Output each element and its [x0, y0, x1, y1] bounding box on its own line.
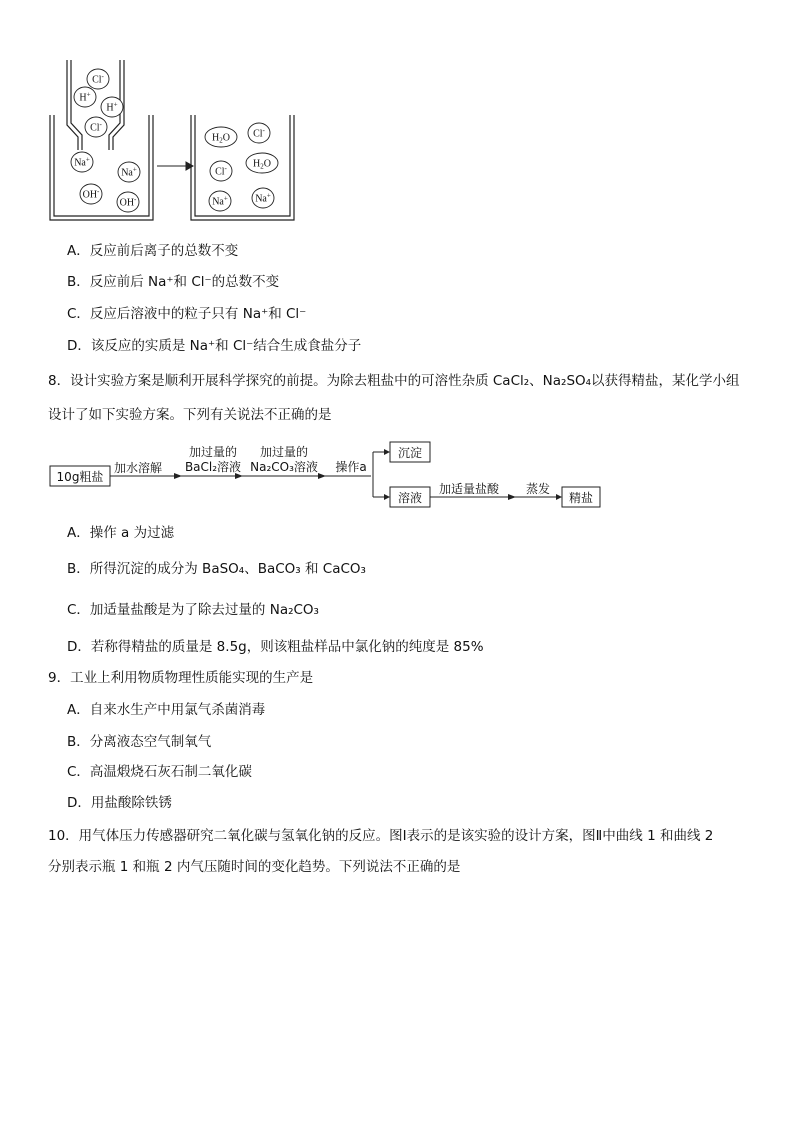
svg-text:Cl-: Cl- — [215, 164, 227, 178]
q8-flowchart — [46, 438, 608, 512]
left-ion-3 — [85, 117, 107, 137]
q8-option-b: B．所得沉淀的成分为 BaSO₄、BaCO₃ 和 CaCO₃ — [67, 561, 366, 577]
svg-text:Na+: Na+ — [255, 191, 271, 205]
right-ion-2 — [210, 161, 232, 181]
svg-text:H2O: $H_2O$ — [212, 132, 230, 145]
svg-text:OH-: OH- — [82, 187, 100, 201]
q9-option-a: A．自来水生产中用氯气杀菌消毒 — [67, 702, 266, 718]
svg-text:Cl-: Cl- — [92, 72, 104, 86]
q7-option-a: A．反应前后离子的总数不变 — [67, 243, 239, 259]
flow-step5-label: 加适量盐酸 — [438, 482, 500, 496]
flow-step1-label: 加水溶解 — [113, 461, 163, 475]
q8-option-d: D．若称得精盐的质量是 8.5g，则该粗盐样品中氯化钠的纯度是 85% — [67, 639, 484, 655]
q8-stem-line1: 8．设计实验方案是顺利开展科学探究的前提。为除去粗盐中的可溶性杂质 CaCl₂、Na₂SO₄以获得精盐，某化学小组 — [48, 373, 740, 389]
flow-step6-label: 蒸发 — [525, 482, 551, 496]
svg-text:H2O: $H_2O$ — [253, 158, 271, 171]
q9-stem: 9．工业上利用物质物理性质能实现的生产是 — [48, 670, 314, 686]
flow-step4-label: 操作a — [335, 460, 367, 474]
flow-step3-top: 加过量的 — [259, 445, 309, 459]
left-ion-0 — [87, 69, 109, 89]
q10-stem-line2: 分别表示瓶 1 和瓶 2 内气压随时间的变化趋势。下列说法不正确的是 — [48, 859, 461, 875]
left-ion-6 — [80, 184, 102, 204]
flow-step3-bottom: Na₂CO₃溶液 — [250, 460, 318, 474]
left-ion-4 — [71, 152, 93, 172]
left-ion-2 — [101, 97, 123, 117]
q7-option-b: B．反应前后 Na⁺和 Cl⁻的总数不变 — [67, 274, 280, 290]
svg-text:H+: H+ — [106, 100, 118, 114]
left-ion-1 — [74, 87, 96, 107]
right-ion-5 — [252, 188, 274, 208]
reaction-arrow — [157, 162, 193, 170]
flow-step2-top: 加过量的 — [188, 445, 238, 459]
right-ion-1 — [248, 123, 270, 143]
left-ion-5 — [118, 162, 140, 182]
q7-option-d: D．该反应的实质是 Na⁺和 Cl⁻结合生成食盐分子 — [67, 338, 362, 354]
q8-stem-line2: 设计了如下实验方案。下列有关说法不正确的是 — [48, 407, 332, 423]
flow-precipitate-label: 沉淀 — [397, 446, 423, 460]
q10-stem-line1: 10．用气体压力传感器研究二氧化碳与氢氧化钠的反应。图Ⅰ表示的是该实验的设计方案，图Ⅱ中曲线 1 和曲线 2 — [48, 828, 714, 844]
q9-option-c: C．高温煅烧石灰石制二氧化碳 — [67, 764, 252, 780]
right-beaker — [191, 115, 294, 220]
q9-option-b: B．分离液态空气制氧气 — [67, 734, 212, 750]
svg-text:Cl-: Cl- — [90, 120, 102, 134]
svg-text:Na+: Na+ — [212, 194, 228, 208]
right-ion-3 — [246, 153, 278, 173]
flow-step2-bottom: BaCl₂溶液 — [184, 460, 242, 474]
svg-text:OH-: OH- — [119, 195, 137, 209]
left-ion-7 — [117, 192, 139, 212]
flow-start-label: 10g粗盐 — [56, 470, 104, 484]
svg-text:Na+: Na+ — [74, 155, 90, 169]
q7-option-c: C．反应后溶液中的粒子只有 Na⁺和 Cl⁻ — [67, 306, 307, 322]
svg-text:Na+: Na+ — [121, 165, 137, 179]
svg-text:Cl-: Cl- — [253, 126, 265, 140]
q8-option-a: A．操作 a 为过滤 — [67, 525, 175, 541]
right-ion-4 — [209, 191, 231, 211]
q8-option-c: C．加适量盐酸是为了除去过量的 Na₂CO₃ — [67, 602, 319, 618]
q9-option-d: D．用盐酸除铁锈 — [67, 795, 172, 811]
flow-solution-label: 溶液 — [397, 491, 423, 505]
beaker-diagram — [40, 55, 305, 227]
svg-text:H+: H+ — [79, 90, 91, 104]
flow-product-label: 精盐 — [568, 491, 594, 505]
right-ion-0 — [205, 127, 237, 147]
